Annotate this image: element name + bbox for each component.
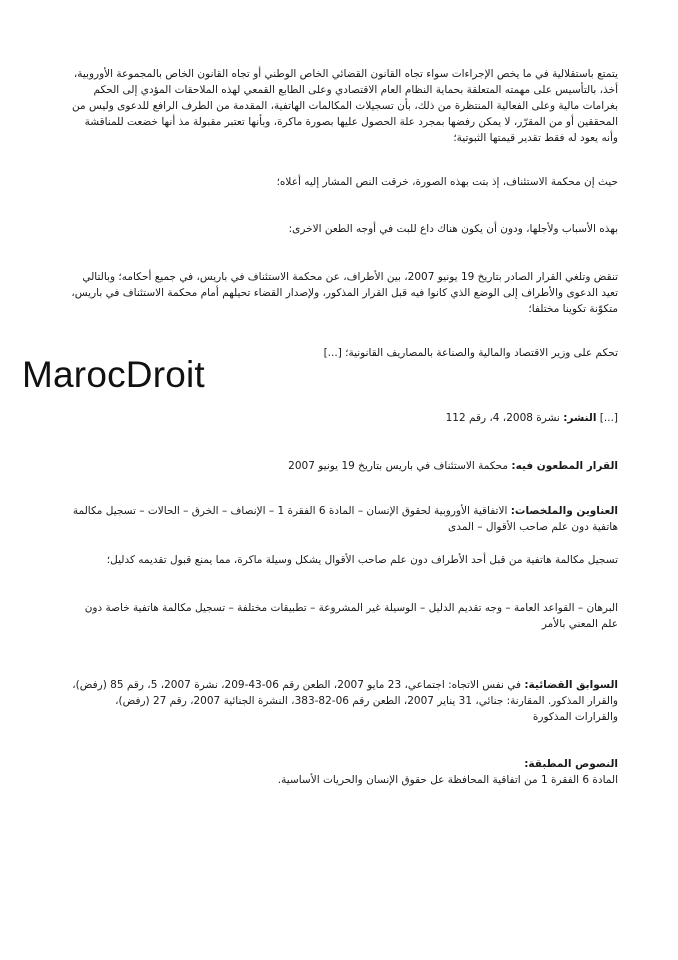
precedents-text: في نفس الاتجاه: اجتماعي، 23 مايو 2007، الطعن رقم 06-43-209، نشرة 2007، 5، رقم 85 (رفض)، والقرار المذكور. المقارنة: جنائي، 31 يناير 2007، الطعن رقم 06-82-383، النشرة الجنائية 2007، رقم 27 (رفض)، والقرارات المذكورة <box>72 679 618 723</box>
applied-texts-label: النصوص المطبقة: <box>524 758 618 770</box>
headings-text: الاتفاقية الأوروبية لحقوق الإنسان – المادة 6 الفقرة 1 – الإنصاف – الخرق – الحالات – تسجيل مكالمة هاتفية دون علم صاحب الأقوال – المدى <box>72 505 618 533</box>
ellipsis-prefix: [...] <box>596 412 618 424</box>
paragraph-breach <box>70 174 618 190</box>
paragraph-headings-summaries <box>70 503 618 535</box>
paragraph-text: بهذه الأسباب ولأجلها، ودون أن يكون هناك داع للبت في أوجه الطعن الاخرى: <box>288 223 618 235</box>
paragraph-publication <box>70 410 618 426</box>
paragraph-text: البرهان – القواعد العامة – وجه تقديم الدليل – الوسيلة غير المشروعة – تطبيقات مختلفة – تسجيل مكالمة هاتفية خاصة دون علم المعني بالأمر <box>84 602 618 630</box>
publication-label: النشر: <box>563 412 597 424</box>
headings-label: العناوين والملخصات: <box>510 505 618 517</box>
paragraph-text: حيث إن محكمة الاستئناف، إذ بتت بهذه الصورة، خرقت النص المشار إليه أعلاه؛ <box>276 176 618 188</box>
paragraph-reasons <box>70 221 618 237</box>
applied-texts-text: المادة 6 الفقرة 1 من اتفاقية المحافظة عل حقوق الإنسان والحريات الأساسية <box>281 774 618 786</box>
precedents-label: السوابق القضائية: <box>524 679 618 691</box>
bullet-dot: . <box>277 774 282 786</box>
appealed-decision-text: محكمة الاستئناف في باريس بتاريخ 19 يونيو 2007 <box>288 460 512 472</box>
paragraph-precedents <box>70 677 618 725</box>
paragraph-appealed-decision <box>70 458 618 474</box>
paragraph-ruling <box>70 269 618 317</box>
paragraph-text: يتمتع باستقلالية في ما يخص الإجراءات سواء تجاه القانون القضائي الخاص الوطني أو تجاه القانون الخاص بالمجموعة الأوروبية، أخذ، بالتأسيس على مهمته المتعلقة بحماية النظام العام الاقتصادي وعلى الطابع القمعي لهذه الملاحقات المؤدي إلى الحكم بغرامات مالية وعلى الفعالية المنتظرة من ذلك، بأن تسجيلات المكالمات الهاتفية، المقدمة من الطرف الرافع للدعوى وليس من المحققين أو من المقرّر، لا يمكن رفضها بمجرد علة الحصول عليها بصورة ماكرة، وبأنها تعتبر مقبولة مذ أنها خضعت للمناقشة وأنه يعود له فقط تقدير قيمتها الثبوتية؛ <box>72 68 618 144</box>
appealed-decision-label: القرار المطعون فيه: <box>511 460 618 472</box>
paragraph-recording-evidence <box>70 552 618 568</box>
paragraph-applied-texts <box>70 756 618 788</box>
publication-text: نشرة 2008، 4، رقم 112 <box>445 412 564 424</box>
watermark-logo: MarocDroit <box>22 354 205 395</box>
paragraph-reasoning <box>70 66 618 146</box>
paragraph-text: تحكم على وزير الاقتصاد والمالية والصناعة بالمصاريف القانونية؛ [...] <box>323 347 618 359</box>
paragraph-proof-rules <box>70 600 618 632</box>
paragraph-text: تسجيل مكالمة هاتفية من قبل أحد الأطراف دون علم صاحب الأقوال يشكل وسيلة ماكرة، مما يمنع قبول تقديمه كدليل؛ <box>106 554 618 566</box>
paragraph-text: تنقض وتلغي القرار الصادر بتاريخ 19 يونيو 2007، بين الأطراف، عن محكمة الاستئناف في باريس، في جميع أحكامه؛ وبالتالي تعيد الدعوى والأطراف إلى الوضع الذي كانوا فيه قبل القرار المذكور، ولإصدار القضاء تحيلهم أمام محكمة الاستئناف في باريس، متكوّنة تكوينا مختلفا؛ <box>71 271 618 315</box>
